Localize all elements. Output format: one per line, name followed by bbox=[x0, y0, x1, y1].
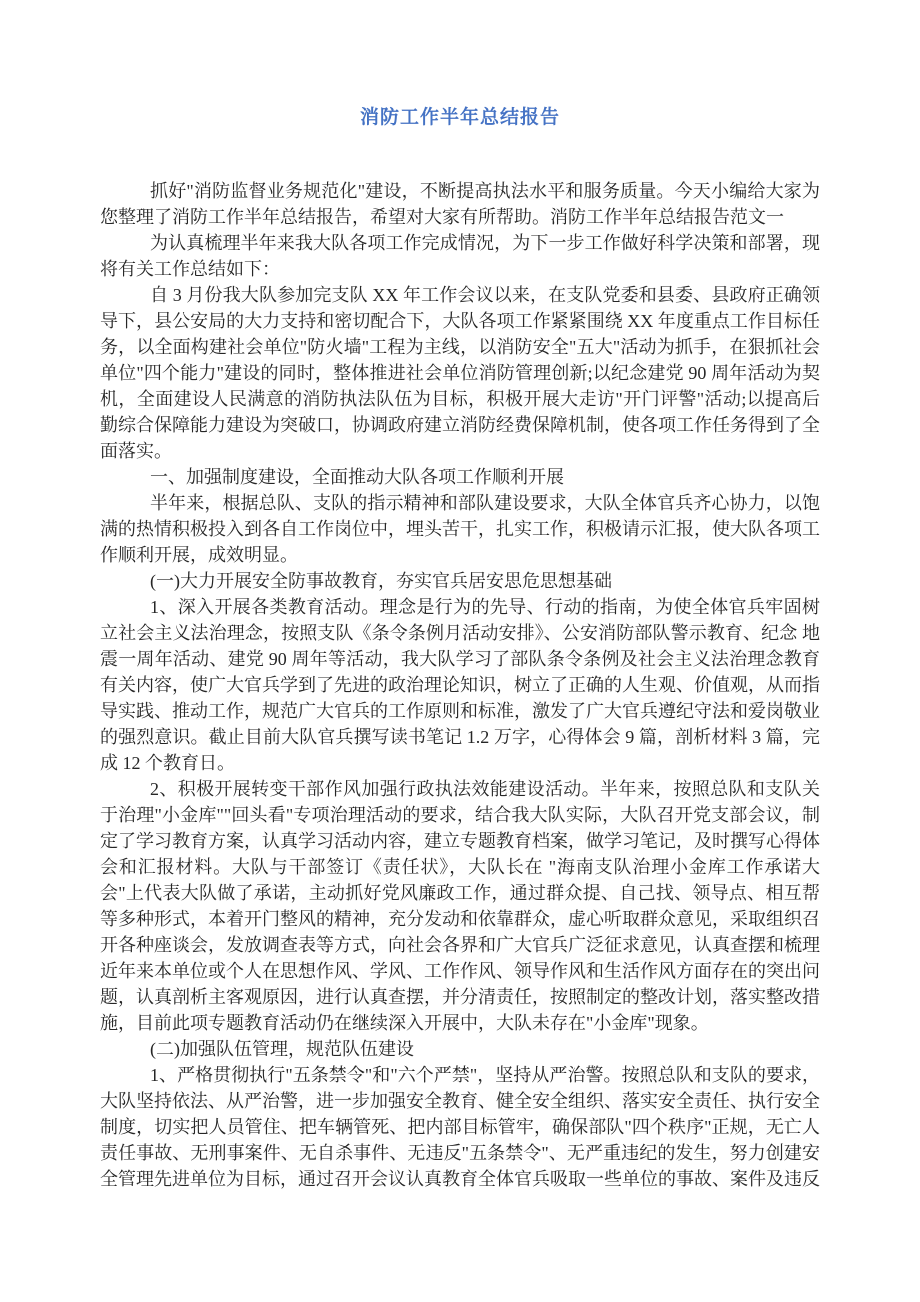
paragraph: 为认真梳理半年来我大队各项工作完成情况，为下一步工作做好科学决策和部署，现将有关工作总结如下： bbox=[100, 233, 820, 279]
page-title: 消防工作半年总结报告 bbox=[359, 107, 560, 128]
paragraph: 抓好"消防监督业务规范化"建设，不断提高执法水平和服务质量。今天小编给大家为您整理了消防工作半年总结报告，希望对大家有所帮助。消防工作半年总结报告范文一 bbox=[100, 181, 820, 227]
paragraph: (一)大力开展安全防事故教育，夯实官兵居安思危思想基础 bbox=[150, 571, 612, 591]
paragraph: 2、积极开展转变干部作风加强行政执法效能建设活动。半年来，按照总队和支队关于治理"小金库""回头看"专项治理活动的要求，结合我大队实际，大队召开党支部会议，制定了学习教育方案，认真学习活动内容，建立专题教育档案，做学习笔记，及时撰写心得体会和汇报材料。大队与干部签订《责任状》，大队长在 "海南支队治理小金库工作承诺大会"上代表大队做了承诺，主动抓好党风廉政工作，通过群众提、自己找、领导点、相互帮等多种形式，本着开门整风的精神，充分发动和依靠群众，虚心听取群众意见，采取组织召开各种座谈会，发放调查表等方式，向社会各界和广大官兵广泛征求意见，认真查摆和梳理近年来本单位或个人在思想作风、学风、工作作风、领导作风和生活作风方面存在的突出问题，认真剖析主客观原因，进行认真查摆，并分清责任，按照制定的整改计划，落实整改措施，目前此项专题教育活动仍在继续深入开展中，大队未存在"小金库"现象。 bbox=[100, 779, 820, 1033]
paragraph: 半年来，根据总队、支队的指示精神和部队建设要求，大队全体官兵齐心协力，以饱满的热情积极投入到各自工作岗位中，埋头苦干，扎实工作，积极请示汇报，使大队各项工作顺利开展，成效明显。 bbox=[100, 493, 820, 565]
paragraph: (二)加强队伍管理，规范队伍建设 bbox=[150, 1039, 414, 1059]
paragraph: 1、深入开展各类教育活动。理念是行为的先导、行动的指南，为使全体官兵牢固树立社会主义法治理念，按照支队《条令条例月活动安排》、公安消防部队警示教育、纪念 地震一周年活动、建党 90 周年等活动，我大队学习了部队条令条例及社会主义法治理念教育有关内容，使广大官兵学到了先进的政治理论知识，树立了正确的人生观、价值观，从而指导实践、推动工作，规范广大官兵的工作原则和标准，激发了广大官兵遵纪守法和爱岗敬业的强烈意识。截止目前大队官兵撰写读书笔记 1.2 万字，心得体会 9 篇，剖析材料 3 篇，完成 12 个教育日。 bbox=[100, 597, 820, 773]
paragraph: 自 3 月份我大队参加完支队 XX 年工作会议以来，在支队党委和县委、县政府正确领导下，县公安局的大力支持和密切配合下，大队各项工作紧紧围绕 XX 年度重点工作目标任务，以全面构建社会单位"防火墙"工程为主线，以消防安全"五大"活动为抓手，在狠抓社会单位"四个能力"建设的同时，整体推进社会单位消防管理创新;以纪念建党 90 周年活动为契机，全面建设人民满意的消防执法队伍为目标，积极开展大走访"开门评警"活动;以提高后勤综合保障能力建设为突破口，协调政府建立消防经费保障机制，使各项工作任务得到了全面落实。 bbox=[100, 285, 820, 461]
paragraph: 1、严格贯彻执行"五条禁令"和"六个严禁"，坚持从严治警。按照总队和支队的要求，大队坚持依法、从严治警，进一步加强安全教育、健全安全组织、落实安全责任、执行安全制度，切实把人员管住、把车辆管死、把内部目标管牢，确保部队"四个秩序"正规，无亡人责任事故、无刑事案件、无自杀事件、无违反"五条禁令"、无严重违纪的发生，努力创建安全管理先进单位为目标，通过召开会议认真教育全体官兵吸取一些单位的事故、案件及违反 bbox=[100, 1065, 820, 1189]
paragraph: 一、加强制度建设，全面推动大队各项工作顺利开展 bbox=[150, 467, 564, 487]
document-body bbox=[100, 178, 820, 1192]
